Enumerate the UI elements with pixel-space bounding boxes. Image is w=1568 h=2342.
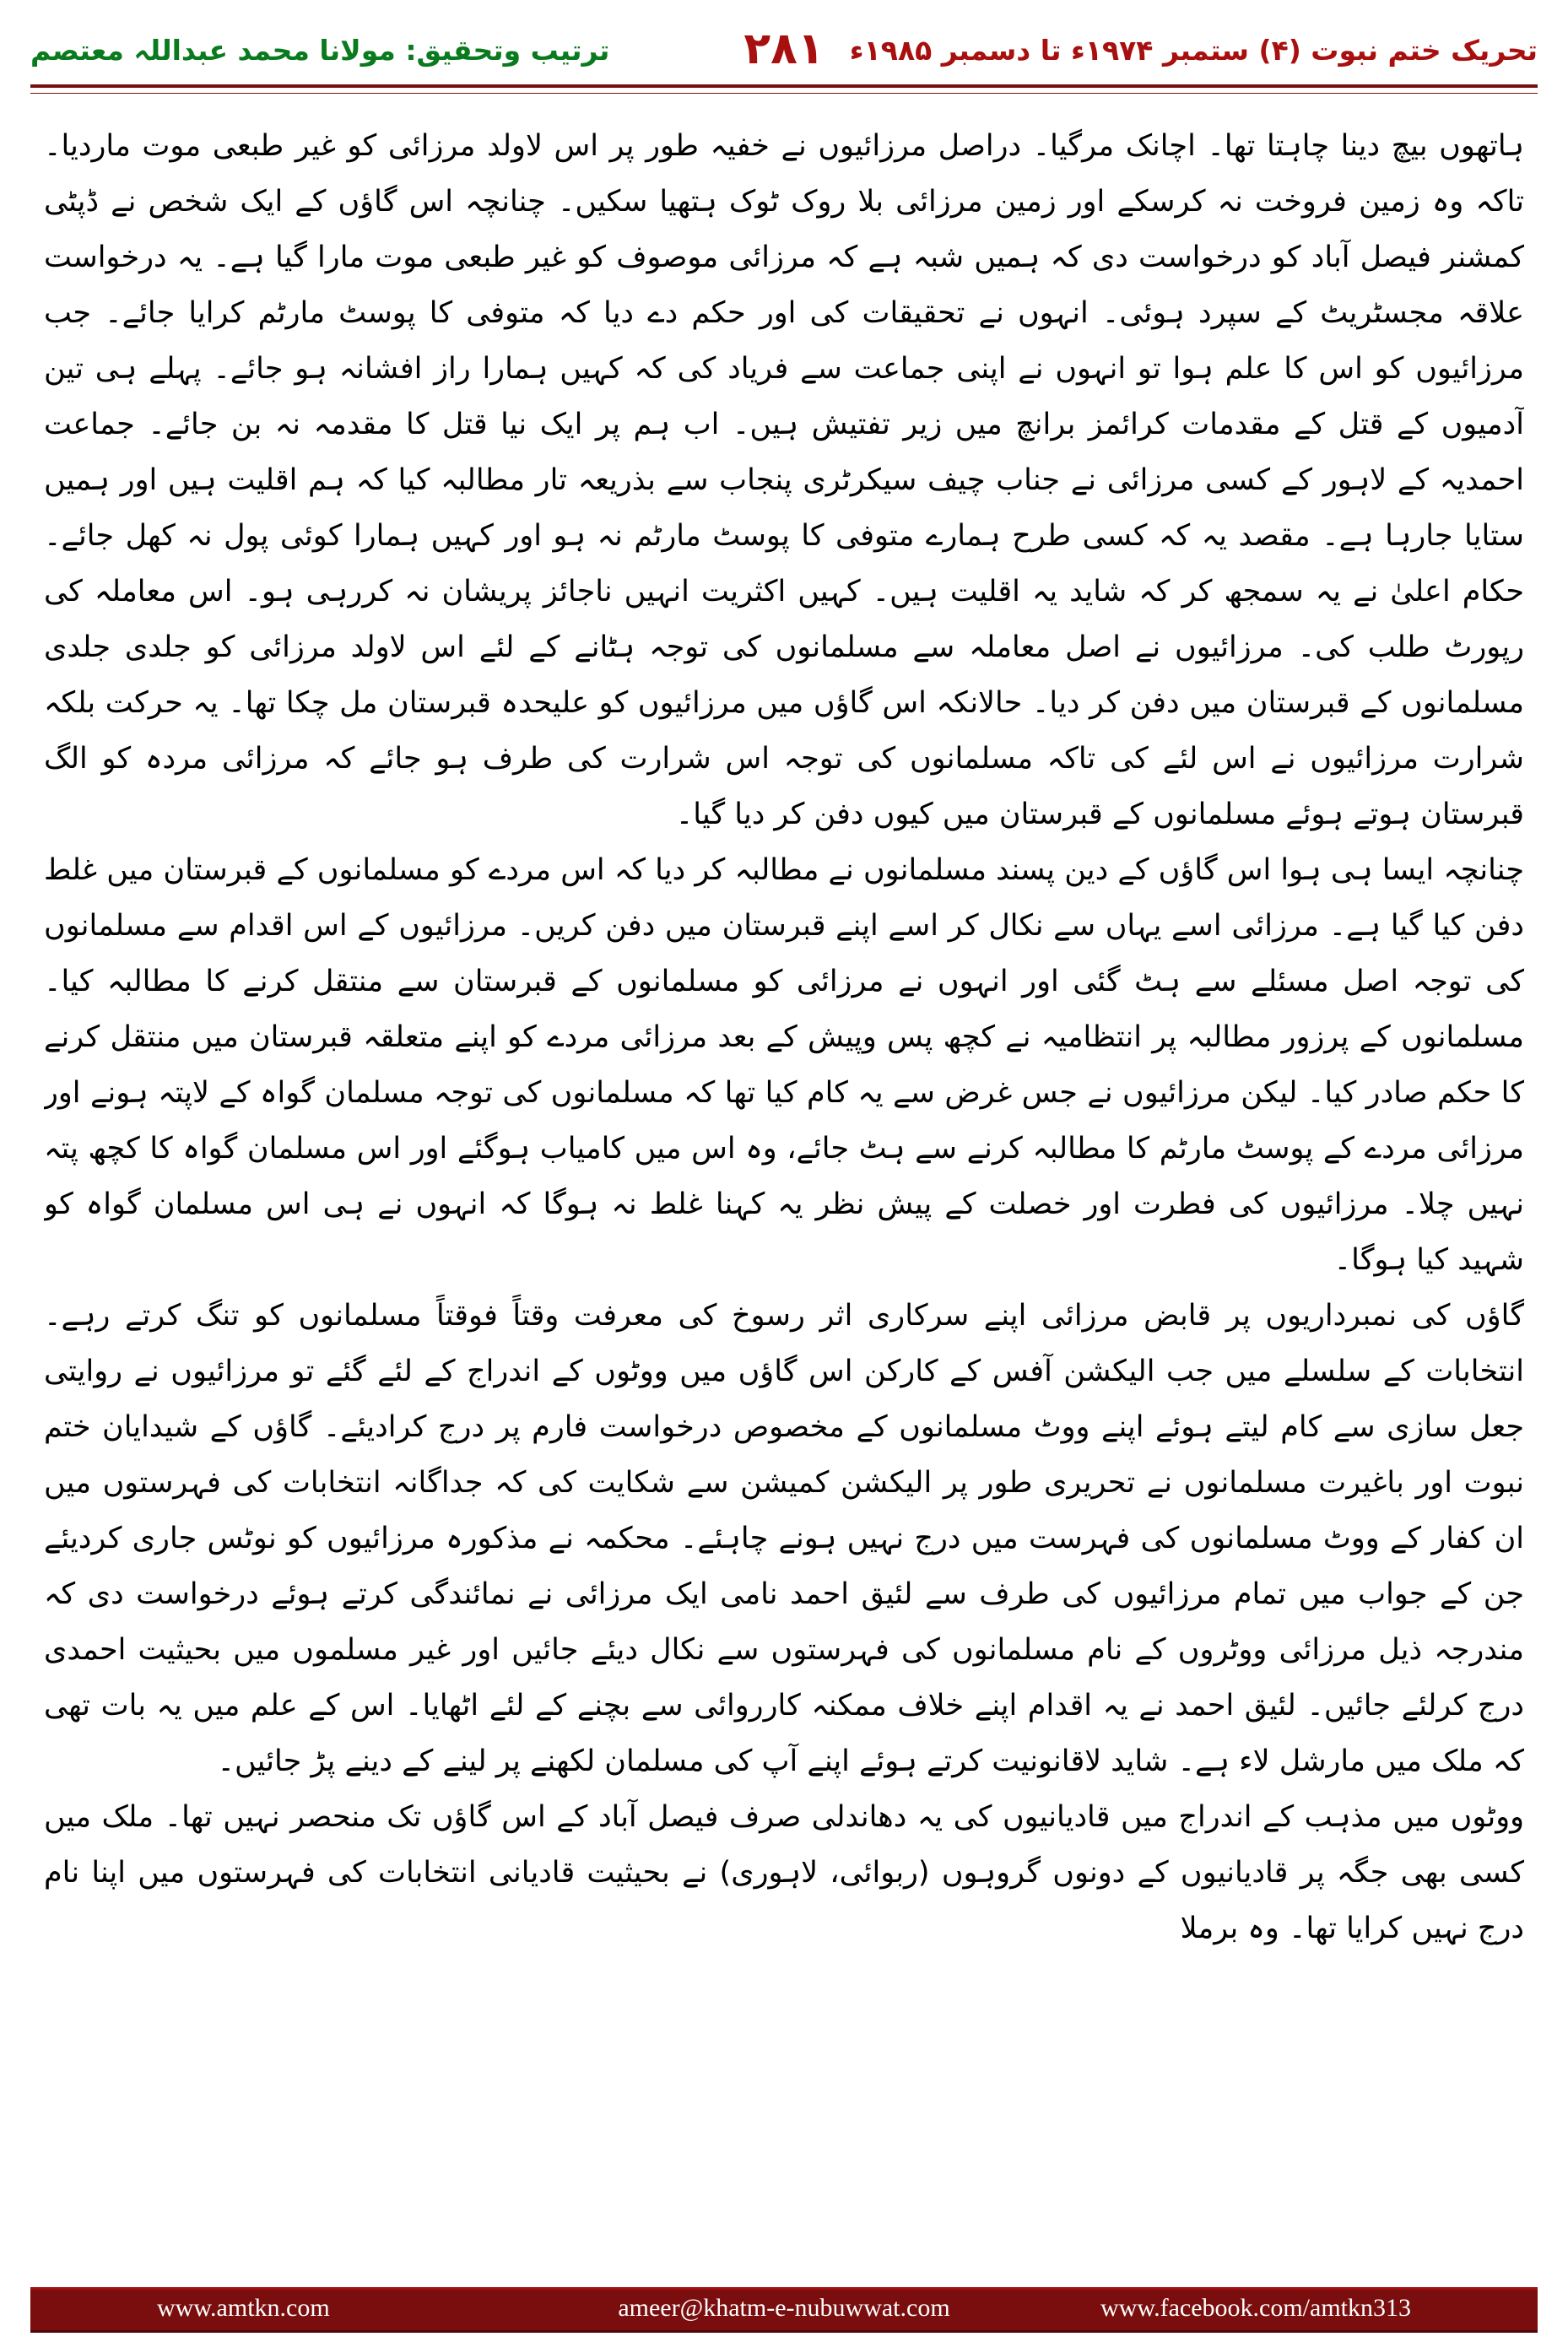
paragraph-2: چنانچہ ایسا ہی ہوا اس گاؤں کے دین پسند مسلمانوں نے مطالبہ کر دیا کہ اس مردے کو مسلمانوں کے قبرستان میں غلط دفن کیا گیا ہے۔ مرزائی اسے یہاں سے نکال کر اسے اپنے قبرستان میں دفن کریں۔ مرزائیوں کے اس اقدام سے مسلمانوں کی توجہ اصل مسئلے سے ہٹ گئی اور انہوں نے مرزائی کو مسلمانوں کے قبرستان سے منتقل کرنے کا مطالبہ کیا۔ مسلمانوں کے پرزور مطالبہ پر انتظامیہ نے کچھ پس وپیش کے بعد مرزائی مردے کو اپنے متعلقہ قبرستان میں منتقل کرنے کا حکم صادر کیا۔ لیکن مرزائیوں نے جس غرض سے یہ کام کیا تھا کہ مسلمانوں کی توجہ مسلمان گواہ کے لاپتہ ہونے اور مرزائی مردے کے پوسٹ مارٹم کا مطالبہ کرنے سے ہٹ جائے، وہ اس میں کامیاب ہوگئے اور اس مسلمان گواہ کا کچھ پتہ نہیں چلا۔ مرزائیوں کی فطرت اور خصلت کے پیش نظر یہ کہنا غلط نہ ہوگا کہ انہوں نے ہی اس مسلمان گواہ کو شہید کیا ہوگا۔ [44,853,1524,1277]
paragraph-4: ووٹوں میں مذہب کے اندراج میں قادیانیوں کی یہ دھاندلی صرف فیصل آباد کے اس گاؤں تک منحصر نہیں تھا۔ ملک میں کسی بھی جگہ پر قادیانیوں کے دونوں گروہوں (ربوائی، لاہوری) نے بحیثیت قادیانی انتخابات کی فہرستوں میں اپنا نام درج نہیں کرایا تھا۔ وہ برملا [44,1800,1524,1945]
author-credit: ترتیب وتحقیق: مولانا محمد عبداللہ معتصم [30,34,610,67]
paragraph-1: ہاتھوں بیچ دینا چاہتا تھا۔ اچانک مرگیا۔ دراصل مرزائیوں نے خفیہ طور پر اس لاولد مرزائی کو غیر طبعی موت ماردیا۔ تاکہ وہ زمین فروخت نہ کرسکے اور زمین مرزائی بلا روک ٹوک ہتھیا سکیں۔ چنانچہ اس گاؤں کے ایک شخص نے ڈپٹی کمشنر فیصل آباد کو درخواست دی کہ ہمیں شبہ ہے کہ مرزائی موصوف کو غیر طبعی موت مارا گیا ہے۔ یہ درخواست علاقہ مجسٹریٹ کے سپرد ہوئی۔ انہوں نے تحقیقات کی اور حکم دے دیا کہ متوفی کا پوسٹ مارٹم کرایا جائے۔ جب مرزائیوں کو اس کا علم ہوا تو انہوں نے اپنی جماعت سے فریاد کی کہ کہیں ہمارا راز افشانہ ہو جائے۔ پہلے ہی تین آدمیوں کے قتل کے مقدمات کرائمز برانچ میں زیر تفتیش ہیں۔ اب ہم پر ایک نیا قتل کا مقدمہ نہ بن جائے۔ جماعت احمدیہ کے لاہور کے کسی مرزائی نے جناب چیف سیکرٹری پنجاب سے بذریعہ تار مطالبہ کیا کہ ہم اقلیت ہیں اور ہمیں ستایا جارہا ہے۔ مقصد یہ کہ کسی طرح ہمارے متوفی کا پوسٹ مارٹم نہ ہو اور کہیں ہمارا کوئی پول نہ کھل جائے۔ حکام اعلیٰ نے یہ سمجھ کر کہ شاید یہ اقلیت ہیں۔ کہیں اکثریت انہیں ناجائز پریشان نہ کررہی ہو۔ اس معاملہ کی رپورٹ طلب کی۔ مرزائیوں نے اصل معاملہ سے مسلمانوں کی توجہ ہٹانے کے لئے اس لاولد مرزائی کو جلدی جلدی مسلمانوں کے قبرستان میں دفن کر دیا۔ حالانکہ اس گاؤں میں مرزائیوں کو علیحدہ قبرستان مل چکا تھا۔ یہ حرکت بلکہ شرارت مرزائیوں نے اس لئے کی تاکہ مسلمانوں کی توجہ اس شرارت کی طرف ہو جائے کہ مرزائی مردہ کو الگ قبرستان ہوتے ہوئے مسلمانوں کے قبرستان میں کیوں دفن کر دیا گیا۔ [44,129,1524,831]
facebook-link[interactable]: www.facebook.com/amtkn313 [1100,2294,1411,2322]
header-rule [30,84,1538,88]
page-footer [30,2287,1538,2333]
page-header [30,24,1538,74]
email-link[interactable]: ameer@khatm-e-nubuwwat.com [618,2294,950,2322]
book-title: تحریک ختم نبوت (۴) ستمبر ۱۹۷۴ء تا دسمبر ۱۹۸۵ء [849,34,1538,67]
body-text [44,118,1524,2245]
header-rule-thin [30,93,1538,94]
page-number: ۲۸۱ [743,24,825,74]
paragraph-3: گاؤں کی نمبرداریوں پر قابض مرزائی اپنے سرکاری اثر رسوخ کی معرفت وقتاً فوقتاً مسلمانوں کو تنگ کرتے رہے۔ انتخابات کے سلسلے میں جب الیکشن آفس کے کارکن اس گاؤں میں ووٹوں کے اندراج کے لئے گئے تو مرزائیوں نے روایتی جعل سازی سے کام لیتے ہوئے اپنے ووٹ مسلمانوں کے مخصوص درخواست فارم پر درج کرادیئے۔ گاؤں کے شیدایان ختم نبوت اور باغیرت مسلمانوں نے تحریری طور پر الیکشن کمیشن سے شکایت کی کہ جداگانہ انتخابات کی فہرستوں میں ان کفار کے ووٹ مسلمانوں کی فہرست میں درج نہیں ہونے چاہئے۔ محکمہ نے مذکورہ مرزائیوں کو نوٹس جاری کردیئے جن کے جواب میں تمام مرزائیوں کی طرف سے لئیق احمد نامی ایک مرزائی نے نمائندگی کرتے ہوئے درخواست دی کہ مندرجہ ذیل مرزائی ووٹروں کے نام مسلمانوں کی فہرستوں سے نکال دیئے جائیں اور غیر مسلموں میں بحیثیت احمدی درج کرلئے جائیں۔ لئیق احمد نے یہ اقدام اپنے خلاف ممکنہ کارروائی سے بچنے کے لئے اٹھایا۔ اس کے علم میں یہ بات تھی کہ ملک میں مارشل لاء ہے۔ شاید لاقانونیت کرتے ہوئے اپنے آپ کی مسلمان لکھنے پر لینے کے دینے پڑ جائیں۔ [44,1299,1524,1778]
website-link[interactable]: www.amtkn.com [157,2294,330,2322]
